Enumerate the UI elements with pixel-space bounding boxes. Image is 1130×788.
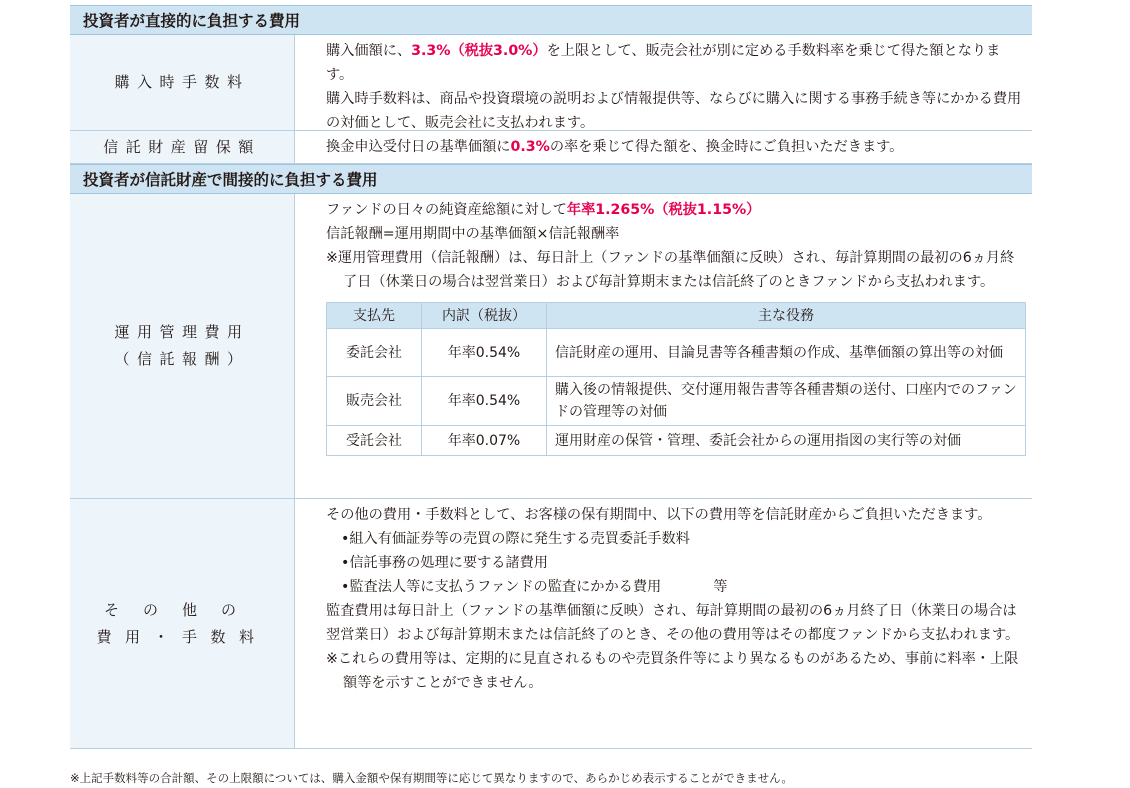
direct-cost-header: 投資者が直接的に負担する費用 [70,5,1032,35]
other-fees-intro: その他の費用・手数料として、お客様の保有期間中、以下の費用等を信託財産からご負担いただきます。 [326,507,992,523]
footnote: ※上記手数料等の合計額、その上限額については、購入金額や保有期間等に応じて異なりますので、あらかじめ表示することができません。 [70,771,793,785]
other-fees-note: ※これらの費用等は、定期的に見直されるものや売買条件等により異なるものがあるため、事前に料率・上限額等を示すことができません。 [326,651,1019,691]
list-item: •信託事務の処理に要する諸費用 [341,555,548,571]
table-row: 販売会社 年率0.54% 購入後の情報提供、交付運用報告書等各種書類の送付、口座内でのファンドの管理等の対価 [327,377,1026,426]
management-fee-note: ※運用管理費用（信託報酬）は、毎日計上（ファンドの基準価額に反映）され、毎計算期間の最初の6ヵ月終了日（休業日の場合は翌営業日）および毎計算期末または信託終了のときファンドから支払われます。 [326,250,1015,290]
management-fee-formula: 信託報酬=運用期間中の基準価額×信託報酬率 [326,226,620,242]
management-fee-row [70,194,1032,499]
fee-breakdown-table [326,302,1026,456]
services-header: 主な役務 [547,303,1026,329]
purchase-fee-line1: 購入価額に、3.3%（税抜3.0%）を上限として、販売会社が別に定める手数料率を乗じて得た額となります。 [326,43,1001,83]
table-row: 委託会社 年率0.54% 信託財産の運用、目論見書等各種書類の作成、基準価額の算出等の対価 [327,329,1026,377]
other-fees-description [295,499,1032,748]
other-fees-row [70,499,1032,749]
retention-rate: 0.3% [510,139,550,155]
table-row: 受託会社 年率0.07% 運用財産の保管・管理、委託会社からの運用指図の実行等の対価 [327,426,1026,456]
payee-header: 支払先 [327,303,422,329]
purchase-fee-label: 購入時手数料 [70,35,295,130]
purchase-fee-description [295,35,1032,130]
other-fees-label: その他の 費用・手数料 [70,499,295,748]
management-fee-rate: 年率1.265%（税抜1.15%） [566,202,761,218]
management-fee-label: 運用管理費用 （信託報酬） [70,194,295,498]
breakdown-header: 内訳（税抜） [422,303,547,329]
retention-label: 信託財産留保額 [70,131,295,163]
management-fee-line1: ファンドの日々の純資産総額に対して年率1.265%（税抜1.15%） [326,202,761,218]
list-item: •監査法人等に支払うファンドの監査にかかる費用 等 [341,579,728,595]
purchase-fee-line2: 購入時手数料は、商品や投資環境の説明および情報提供等、ならびに購入に関する事務手続き等にかかる費用の対価として、販売会社に支払われます。 [326,91,1022,131]
retention-row [70,131,1032,164]
fee-table [70,5,1032,749]
list-item: •組入有価証券等の売買の際に発生する売買委託手数料 [341,531,690,547]
indirect-cost-header: 投資者が信託財産で間接的に負担する費用 [70,164,1032,194]
management-fee-description [295,194,1036,498]
purchase-fee-rate: 3.3%（税抜3.0%） [411,43,547,59]
audit-fee-note: 監査費用は毎日計上（ファンドの基準価額に反映）され、毎計算期間の最初の6ヵ月終了日（休業日の場合は翌営業日）および毎計算期末または信託終了のとき、その他の費用等はその都度ファンドから支払われます。 [326,603,1020,643]
retention-description: 換金申込受付日の基準価額に0.3%の率を乗じて得た額を、換金時にご負担いただきます。 [326,139,904,155]
table-header-row [327,303,1026,329]
purchase-fee-row [70,35,1032,131]
